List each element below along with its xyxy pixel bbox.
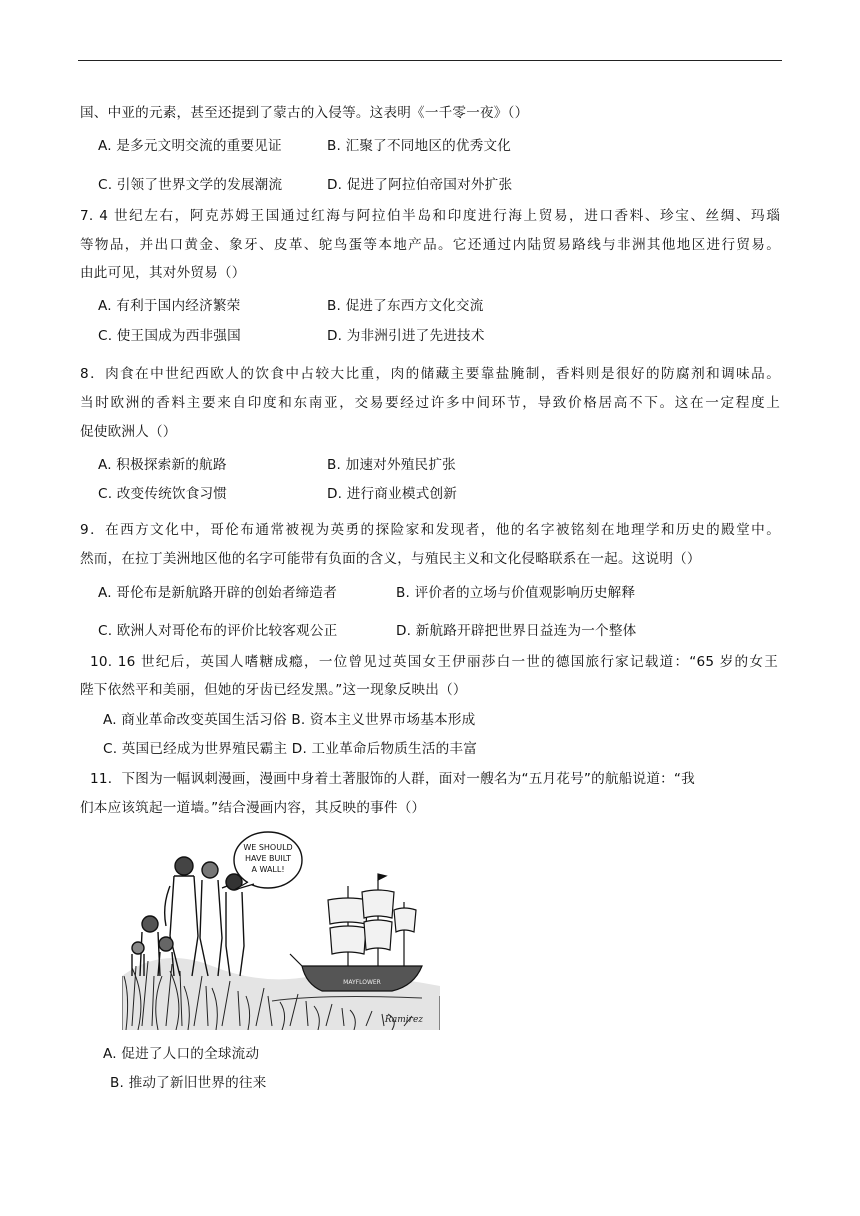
q6-option-a: A. 是多元文明交流的重要见证 — [98, 138, 282, 154]
q10-stem-line-1: 10. 16 世纪后，英国人嗜糖成瘾，一位曾见过英国女王伊丽莎白一世的德国旅行家记载道：“65 岁的女王 — [90, 654, 778, 670]
artist-signature: Ramirez — [384, 1015, 424, 1025]
q6-option-d: D. 促进了阿拉伯帝国对外扩张 — [327, 177, 513, 193]
q8-option-b: B. 加速对外殖民扩张 — [327, 457, 456, 473]
q10-stem-line-2: 陛下依然平和美丽，但她的牙齿已经发黑。”这一现象反映出（） — [80, 682, 467, 698]
q6-option-b: B. 汇聚了不同地区的优秀文化 — [327, 138, 512, 154]
q7-stem-line-3: 由此可见，其对外贸易（） — [80, 265, 246, 281]
q7-stem-line-2: 等物品，并出口黄金、象牙、皮革、鸵鸟蛋等本地产品。它还通过内陆贸易路线与非洲其他地区进行贸易。 — [80, 237, 780, 253]
cartoon-drawing — [122, 826, 440, 1030]
q8-option-c: C. 改变传统饮食习惯 — [98, 486, 228, 502]
mayflower-cartoon — [122, 826, 440, 1030]
q9-stem-line-2: 然而，在拉丁美洲地区他的名字可能带有负面的含义，与殖民主义和文化侵略联系在一起。这说明（） — [80, 551, 701, 567]
q7-stem-line-1: 7. 4 世纪左右，阿克苏姆王国通过红海与阿拉伯半岛和印度进行海上贸易，进口香料、珍宝、丝绸、玛瑙 — [80, 208, 780, 224]
q8-option-a: A. 积极探索新的航路 — [98, 457, 227, 473]
q9-option-c: C. 欧洲人对哥伦布的评价比较客观公正 — [98, 623, 338, 639]
speech-line-2: HAVE BUILT — [245, 854, 291, 863]
q7-option-d: D. 为非洲引进了先进技术 — [327, 328, 485, 344]
q10-options-row-1: A. 商业革命改变英国生活习俗 B. 资本主义世界市场基本形成 — [103, 712, 476, 728]
q8-stem-line-3: 促使欧洲人（） — [80, 424, 177, 440]
q9-stem-line-1: 9．在西方文化中，哥伦布通常被视为英勇的探险家和发现者，他的名字被铭刻在地理学和历史的殿堂中。 — [80, 522, 780, 538]
q8-stem-line-2: 当时欧洲的香料主要来自印度和东南亚，交易要经过许多中间环节，导致价格居高不下。这在一定程度上 — [80, 395, 780, 411]
q9-option-a: A. 哥伦布是新航路开辟的创始者缔造者 — [98, 585, 338, 601]
q10-options-row-2: C. 英国已经成为世界殖民霸主 D. 工业革命后物质生活的丰富 — [103, 741, 478, 757]
speech-line-1: WE SHOULD — [243, 843, 293, 852]
q6-stem-tail: 国、中亚的元素，甚至还提到了蒙古的入侵等。这表明《一千零一夜》（） — [80, 105, 529, 121]
q6-option-c: C. 引领了世界文学的发展潮流 — [98, 177, 283, 193]
q11-option-b: B. 推动了新旧世界的往来 — [110, 1075, 267, 1091]
q7-option-b: B. 促进了东西方文化交流 — [327, 298, 484, 314]
q9-option-b: B. 评价者的立场与价值观影响历史解释 — [396, 585, 636, 601]
q8-stem-line-1: 8．肉食在中世纪西欧人的饮食中占较大比重，肉的储藏主要靠盐腌制，香料则是很好的防腐剂和调味品。 — [80, 366, 780, 382]
ship-name: MAYFLOWER — [343, 979, 381, 986]
q7-option-c: C. 使王国成为西非强国 — [98, 328, 241, 344]
q11-option-a: A. 促进了人口的全球流动 — [103, 1046, 260, 1062]
header-rule — [78, 60, 782, 61]
q11-stem-line-1: 11．下图为一幅讽刺漫画，漫画中身着土著服饰的人群，面对一艘名为“五月花号”的航船说道：“我 — [90, 771, 695, 787]
q11-stem-line-2: 们本应该筑起一道墙。”结合漫画内容，其反映的事件（） — [80, 800, 426, 816]
q9-option-d: D. 新航路开辟把世界日益连为一个整体 — [396, 623, 637, 639]
q7-option-a: A. 有利于国内经济繁荣 — [98, 298, 241, 314]
speech-line-3: A WALL! — [251, 865, 285, 874]
q8-option-d: D. 进行商业模式创新 — [327, 486, 458, 502]
